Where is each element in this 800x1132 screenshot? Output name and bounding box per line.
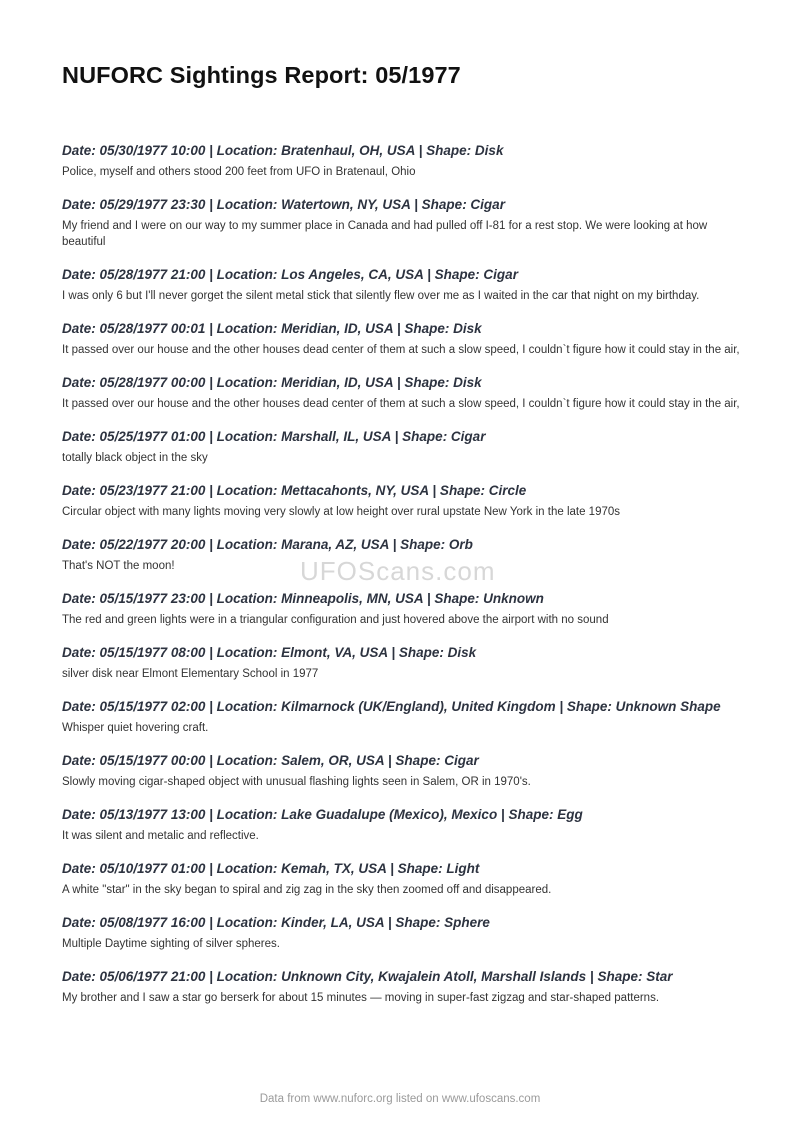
- sighting-header: Date: 05/25/1977 01:00 | Location: Marshall, IL, USA | Shape: Cigar: [62, 429, 486, 444]
- sighting-entry: [62, 428, 752, 466]
- sighting-entry: [62, 914, 752, 952]
- sighting-entry: [62, 374, 752, 412]
- sighting-header: Date: 05/29/1977 23:30 | Location: Watertown, NY, USA | Shape: Cigar: [62, 197, 505, 212]
- sighting-header: Date: 05/10/1977 01:00 | Location: Kemah, TX, USA | Shape: Light: [62, 861, 480, 876]
- sighting-entry: [62, 142, 752, 180]
- ufoscans-watermark: UFOScans.com: [300, 556, 496, 586]
- sighting-description: silver disk near Elmont Elementary School in 1977: [62, 668, 319, 680]
- sighting-description: That's NOT the moon!: [62, 560, 175, 572]
- sighting-header: Date: 05/15/1977 00:00 | Location: Salem, OR, USA | Shape: Cigar: [62, 753, 479, 768]
- sighting-header: Date: 05/15/1977 02:00 | Location: Kilmarnock (UK/England), United Kingdom | Shape: Unknown Shape: [62, 699, 721, 714]
- sighting-description: The red and green lights were in a triangular configuration and just hovered above the airport with no sound: [62, 614, 609, 626]
- sighting-header: Date: 05/06/1977 21:00 | Location: Unknown City, Kwajalein Atoll, Marshall Islands | Shape: Star: [62, 969, 673, 984]
- sighting-description: It was silent and metalic and reflective.: [62, 830, 259, 842]
- sighting-header: Date: 05/13/1977 13:00 | Location: Lake Guadalupe (Mexico), Mexico | Shape: Egg: [62, 807, 583, 822]
- sighting-description: I was only 6 but I'll never gorget the silent metal stick that silently flew over me as I waited in the car that night on my birthday.: [62, 290, 700, 302]
- sighting-description: totally black object in the sky: [62, 452, 208, 464]
- sighting-header: Date: 05/15/1977 23:00 | Location: Minneapolis, MN, USA | Shape: Unknown: [62, 591, 544, 606]
- footer-credit: Data from www.nuforc.org listed on www.ufoscans.com: [259, 1093, 541, 1105]
- sighting-entry: [62, 196, 752, 250]
- sighting-entry: [62, 320, 752, 358]
- sighting-entry: [62, 590, 752, 628]
- sighting-description: Whisper quiet hovering craft.: [62, 722, 209, 734]
- sighting-description: Slowly moving cigar-shaped object with unusual flashing lights seen in Salem, OR in 1970's.: [62, 776, 531, 788]
- sighting-header: Date: 05/22/1977 20:00 | Location: Marana, AZ, USA | Shape: Orb: [62, 537, 473, 552]
- sighting-description: My friend and I were on our way to my summer place in Canada and had pulled off I-81 for a rest stop. We were looking at how beautiful: [62, 220, 708, 248]
- sighting-entry: [62, 482, 752, 520]
- sighting-header: Date: 05/28/1977 21:00 | Location: Los Angeles, CA, USA | Shape: Cigar: [62, 267, 518, 282]
- sighting-entry: [62, 806, 752, 844]
- sighting-header: Date: 05/08/1977 16:00 | Location: Kinder, LA, USA | Shape: Sphere: [62, 915, 490, 930]
- sighting-description: A white "star" in the sky began to spiral and zig zag in the sky then zoomed off and disappeared.: [62, 884, 552, 896]
- sighting-entry: [62, 266, 752, 304]
- sighting-entry: [62, 698, 752, 736]
- sighting-header: Date: 05/28/1977 00:01 | Location: Meridian, ID, USA | Shape: Disk: [62, 321, 482, 336]
- sighting-header: Date: 05/30/1977 10:00 | Location: Bratenhaul, OH, USA | Shape: Disk: [62, 143, 504, 158]
- sighting-entry: [62, 644, 752, 682]
- sighting-header: Date: 05/23/1977 21:00 | Location: Mettacahonts, NY, USA | Shape: Circle: [62, 483, 527, 498]
- sighting-description: Multiple Daytime sighting of silver spheres.: [62, 938, 280, 950]
- sightings-list: [62, 142, 752, 1022]
- sighting-entry: [62, 536, 752, 574]
- sighting-header: Date: 05/28/1977 00:00 | Location: Meridian, ID, USA | Shape: Disk: [62, 375, 482, 390]
- sighting-entry: [62, 752, 752, 790]
- sighting-description: Police, myself and others stood 200 feet from UFO in Bratenaul, Ohio: [62, 166, 416, 178]
- sighting-header: Date: 05/15/1977 08:00 | Location: Elmont, VA, USA | Shape: Disk: [62, 645, 477, 660]
- sighting-description: It passed over our house and the other houses dead center of them at such a slow speed, I couldn`t figure how it could stay in the air,: [62, 398, 740, 410]
- sighting-description: Circular object with many lights moving very slowly at low height over rural upstate New York in the late 1970s: [62, 506, 621, 518]
- page-title: NUFORC Sightings Report: 05/1977: [62, 62, 461, 88]
- sighting-description: My brother and I saw a star go berserk for about 15 minutes — moving in super-fast zigzag and star-shaped patterns.: [62, 992, 660, 1004]
- sighting-entry: [62, 968, 752, 1006]
- sighting-description: It passed over our house and the other houses dead center of them at such a slow speed, I couldn`t figure how it could stay in the air,: [62, 344, 740, 356]
- sighting-entry: [62, 860, 752, 898]
